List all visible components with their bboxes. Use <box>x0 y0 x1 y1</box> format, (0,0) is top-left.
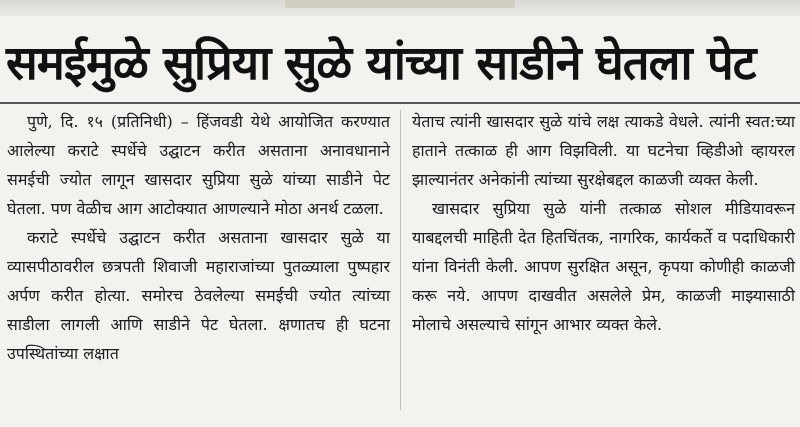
article-paragraph: खासदार सुप्रिया सुळे यांनी तत्काळ सोशल मीडियावरून याबद्दलची माहिती देत हितचिंतक, नागरिक, कार्यकर्ते व पदाधिकारी यांना विनंती केली. आपण सुरक्षित असून, कृपया कोणीही काळजी करू नये. आपण दाखवीत असलेले प्रेम, काळजी माझ्यासाठी मोलाचे असल्याचे सांगून आभार व्यक्त केले. <box>412 199 795 334</box>
article-column-right <box>412 107 795 339</box>
column-divider <box>400 110 401 410</box>
article-paragraph: येताच त्यांनी खासदार सुळे यांचे लक्ष त्याकडे वेधले. त्यांनी स्वत:च्या हाताने तत्काळ ही आग विझविली. या घटनेचा व्हिडीओ व्हायरल झाल्यानंतर अनेकांनी त्यांच्या सुरक्षेबद्दल काळजी व्यक्त केली. <box>412 112 795 189</box>
article-column-left <box>7 107 390 368</box>
article-paragraph: पुणे, दि. १५ (प्रतिनिधी) – हिंजवडी येथे आयोजित करण्यात आलेल्या कराटे स्पर्धेचे उद्घाटन करीत असताना अनावधानाने समईची ज्योत लागून खासदार सुप्रिया सुळे यांच्या साडीने पेट घेतला. पण वेळीच आग आटोक्यात आणल्याने मोठा अनर्थ टळला. <box>7 112 390 218</box>
cut-text-fragment <box>285 0 515 8</box>
article-headline: समईमुळे सुप्रिया सुळे यांच्या साडीने घेतला पेट <box>6 36 756 91</box>
article-paragraph: कराटे स्पर्धेचे उद्घाटन करीत असताना खासदार सुळे या व्यासपीठावरील छत्रपती शिवाजी महाराजांच्या पुतळ्याला पुष्पहार अर्पण करीत होत्या. समोरच ठेवलेल्या समईची ज्योत त्यांच्या साडीला लागली आणि साडीने पेट घेतला. क्षणातच ही घटना उपस्थितांच्या लक्षात <box>7 228 390 363</box>
headline-rule <box>0 102 800 104</box>
clipping-top-edge <box>0 0 800 16</box>
